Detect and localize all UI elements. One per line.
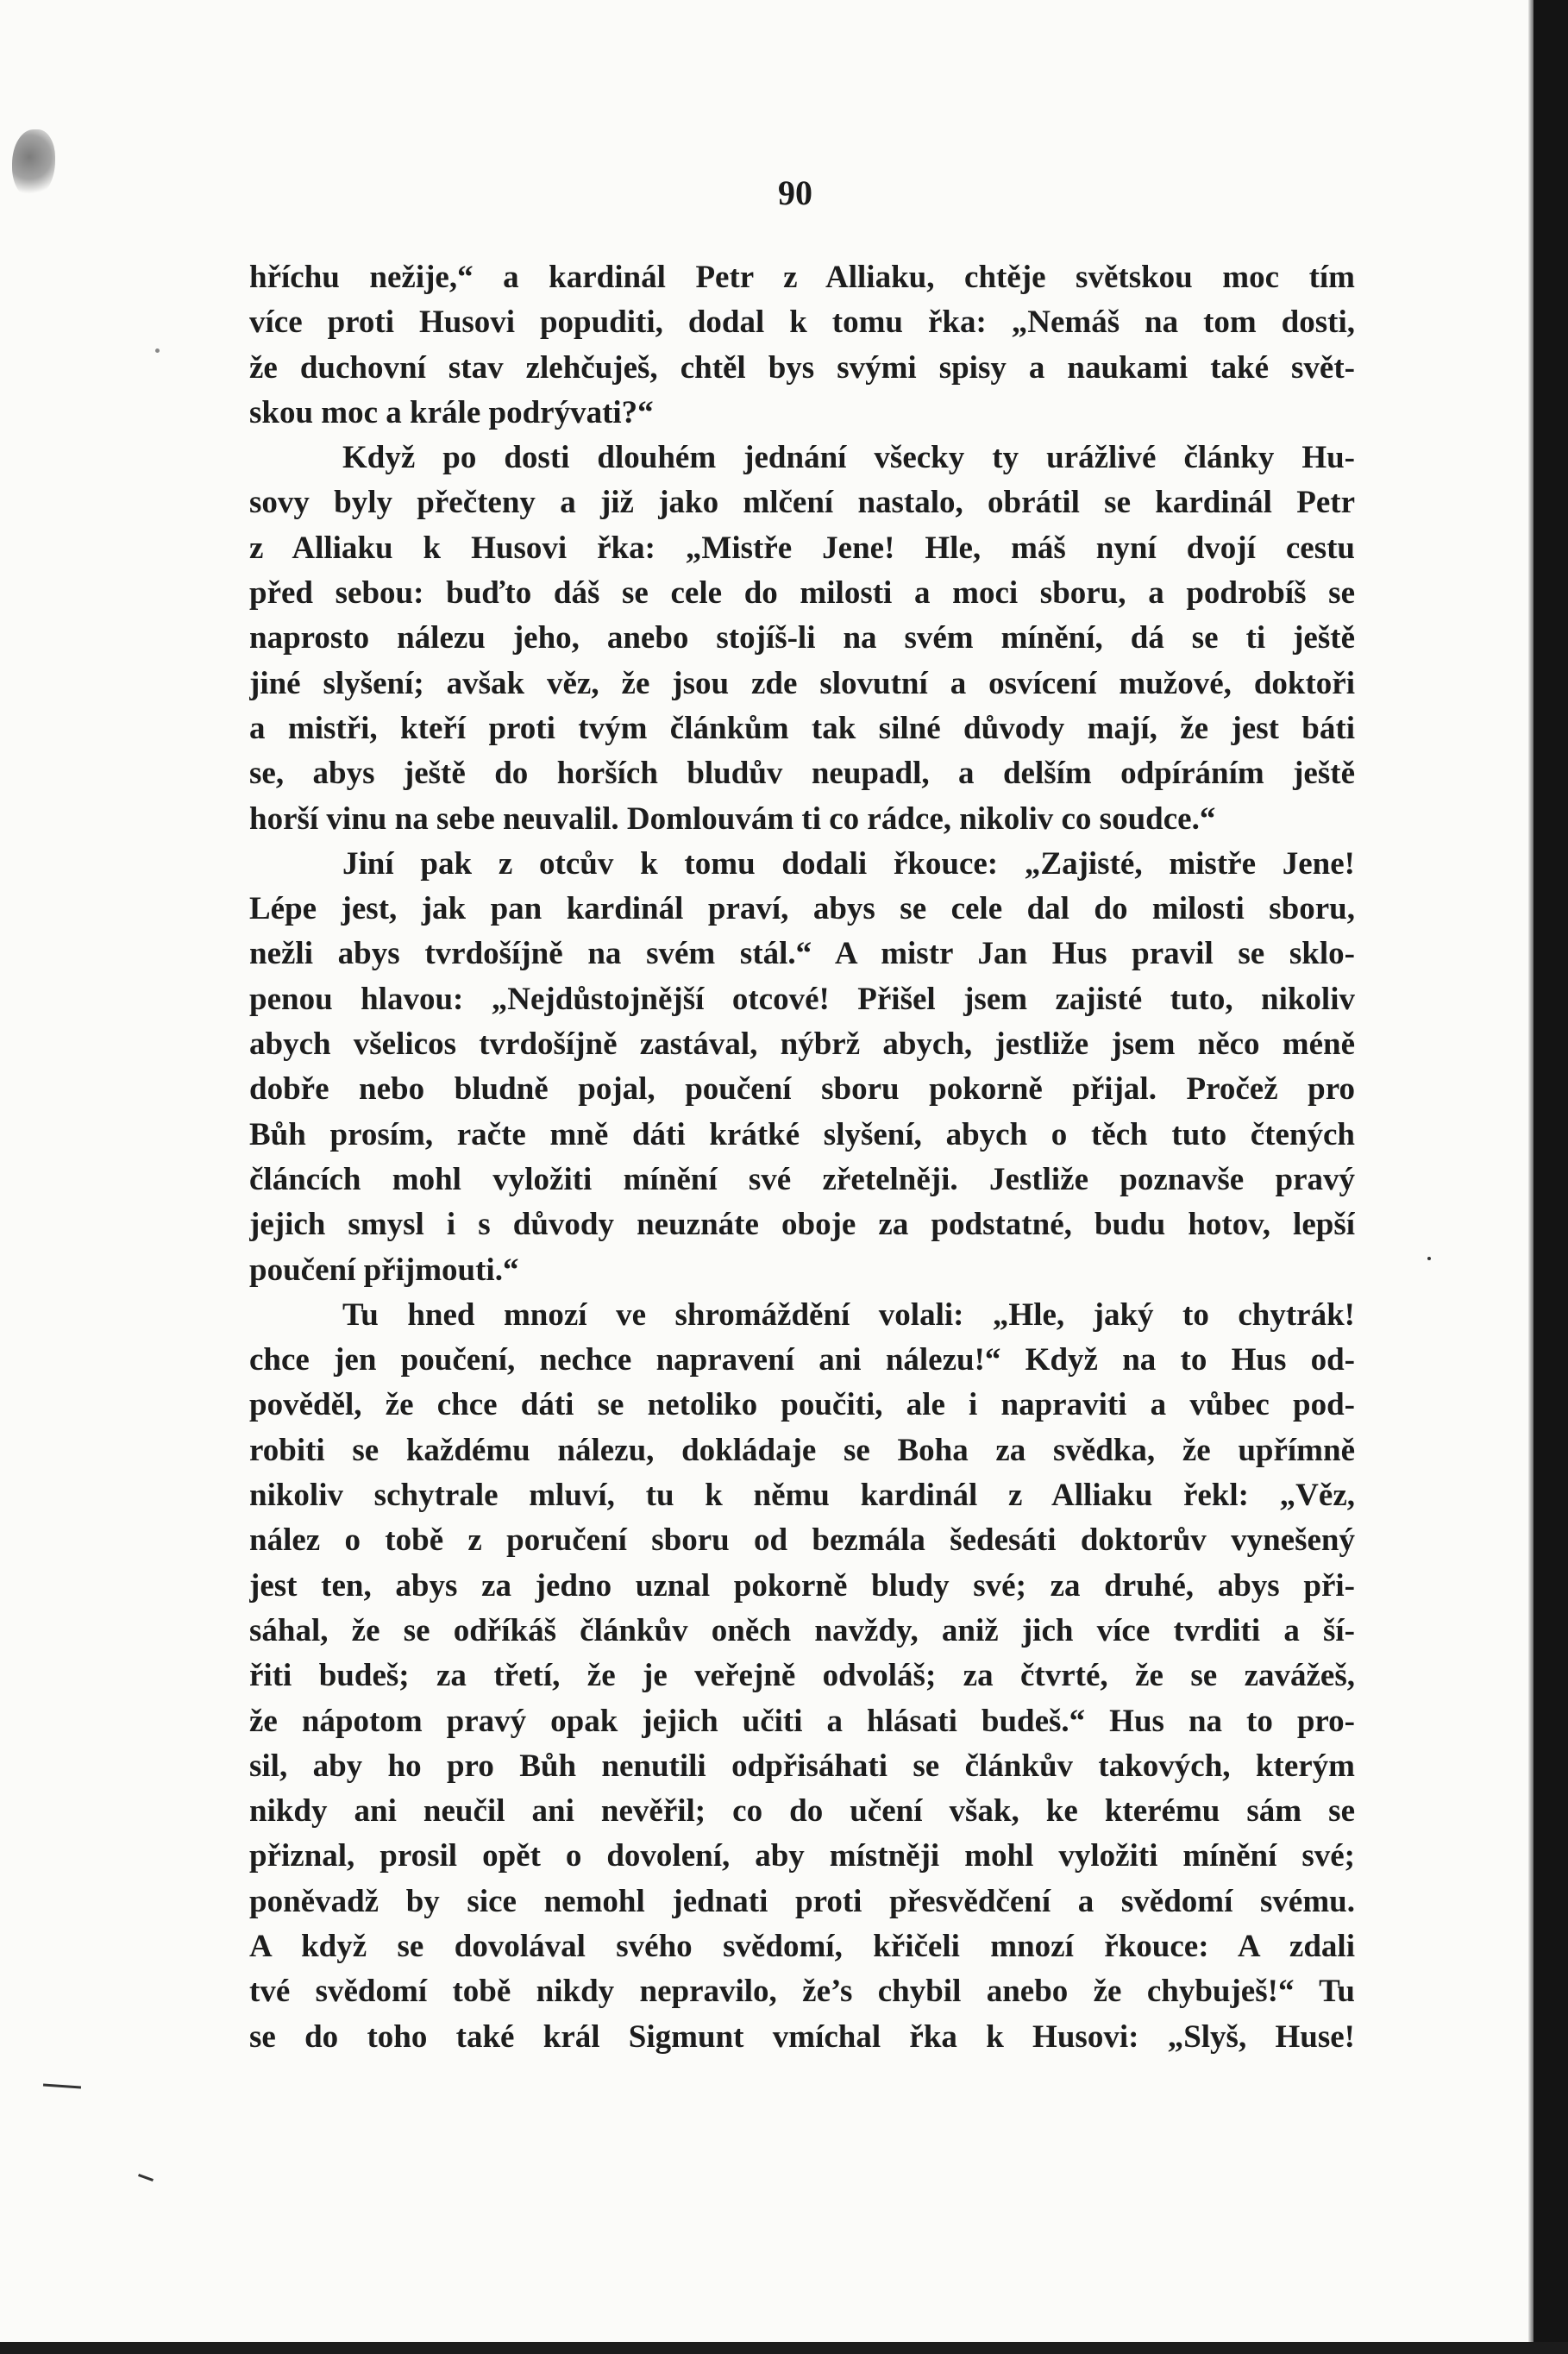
- text-line: dobře nebo bludně pojal, poučení sboru pokorně přijal. Pročež pro: [249, 1071, 1355, 1108]
- text-line: nežli abys tvrdošíjně na svém stál.“ A mistr Jan Hus pravil se sklo-: [249, 936, 1355, 972]
- scan-border-bottom: [0, 2342, 1568, 2354]
- text-line: Když po dosti dlouhém jednání všecky ty urážlivé články Hu-: [342, 440, 1355, 476]
- text-line: Tu hned mnozí ve shromáždění volali: „Hle, jaký to chytrák!: [342, 1296, 1355, 1333]
- text-line: horší vinu na sebe neuvalil. Domlouvám ti co rádce, nikoliv co soudce.“: [249, 800, 1216, 837]
- text-line: že nápotom pravý opak jejich učiti a hlásati budeš.“ Hus na to pro-: [249, 1703, 1355, 1739]
- ink-blot: [12, 129, 55, 198]
- text-line: hříchu nežije,“ a kardinál Petr z Alliaku, chtěje světskou moc tím: [249, 260, 1355, 295]
- text-line: více proti Husovi popuditi, dodal k tomu řka: „Nemáš na tom dosti,: [249, 304, 1355, 341]
- text-line: a mistři, kteří proti tvým článkům tak silné důvody mají, že jest báti: [249, 710, 1355, 746]
- text-line: jiné slyšení; avšak věz, že jsou zde slovutní a osvícení mužové, doktoři: [249, 665, 1355, 701]
- text-line: sovy byly přečteny a již jako mlčení nastalo, obrátil se kardinál Petr: [249, 485, 1355, 521]
- text-line: naprosto nálezu jeho, anebo stojíš-li na svém mínění, dá se ti ještě: [249, 620, 1355, 656]
- scan-mark: [43, 2083, 81, 2088]
- scan-mark: [155, 348, 160, 353]
- text-line: abych všelicos tvrdošíjně zastával, nýbrž abych, jestliže jsem něco méně: [249, 1026, 1355, 1063]
- scan-mark: [1427, 1257, 1431, 1260]
- scan-border-right: [1534, 0, 1568, 2354]
- text-line: jest ten, abys za jedno uznal pokorně bludy své; za druhé, abys při-: [249, 1567, 1355, 1604]
- scan-mark: [138, 2174, 154, 2181]
- text-line: nález o tobě z poručení sboru od bezmála šedesáti doktorův vynešený: [249, 1522, 1355, 1559]
- text-line: chce jen poučení, nechce napravení ani nálezu!“ Když na to Hus od-: [249, 1342, 1355, 1378]
- text-line: robiti se každému nálezu, dokládaje se Boha za svědka, že upřímně: [249, 1432, 1355, 1468]
- text-line: článcích mohl vyložiti mínění své zřetelněji. Jestliže poznavše pravý: [249, 1161, 1355, 1197]
- text-line: nikoliv schytrale mluví, tu k němu kardinál z Alliaku řekl: „Věz,: [249, 1478, 1355, 1514]
- text-line: nikdy ani neučil ani nevěřil; co do učení však, ke kterému sám se: [249, 1793, 1355, 1830]
- text-line: sil, aby ho pro Bůh nenutili odpřisáhati se článkův takových, kterým: [249, 1748, 1355, 1784]
- text-line: že duchovní stav zlehčuješ, chtěl bys svými spisy a naukami také svět-: [249, 349, 1355, 386]
- text-line: poučení přijmouti.“: [249, 1252, 519, 1288]
- text-line: skou moc a krále podrývati?“: [249, 394, 654, 430]
- text-line: poněvadž by sice nemohl jednati proti přesvědčení a svědomí svému.: [249, 1883, 1355, 1919]
- text-line: penou hlavou: „Nejdůstojnější otcové! Přišel jsem zajisté tuto, nikoliv: [249, 981, 1355, 1017]
- text-line: přiznal, prosil opět o dovolení, aby místněji mohl vyložiti mínění své;: [249, 1838, 1355, 1874]
- text-line: Lépe jest, jak pan kardinál praví, abys se cele dal do milosti sboru,: [249, 891, 1355, 927]
- text-line: řiti budeš; za třetí, že je veřejně odvoláš; za čtvrté, že se zavážeš,: [249, 1658, 1355, 1694]
- text-line: pověděl, že chce dáti se netoliko poučiti, ale i napraviti a vůbec pod-: [249, 1387, 1355, 1423]
- page-number: 90: [778, 173, 812, 212]
- text-line: se do toho také král Sigmunt vmíchal řka k Husovi: „Slyš, Huse!: [249, 2018, 1355, 2055]
- text-line: A když se dovolával svého svědomí, křičeli mnozí řkouce: A zdali: [249, 1928, 1355, 1964]
- body-text: [249, 255, 1355, 2060]
- text-line: tvé svědomí tobě nikdy nepravilo, že’s chybil anebo že chybuješ!“ Tu: [249, 1974, 1355, 2010]
- text-line: Jiní pak z otcův k tomu dodali řkouce: „Zajisté, mistře Jene!: [342, 845, 1355, 882]
- text-line: se, abys ještě do horších bludův neupadl, a delším odpíráním ještě: [249, 756, 1355, 792]
- text-line: sáhal, že se odříkáš článkův oněch navždy, aniž jich více tvrditi a ší-: [249, 1612, 1355, 1648]
- text-line: z Alliaku k Husovi řka: „Mistře Jene! Hle, máš nyní dvojí cestu: [249, 530, 1355, 566]
- text-line: Bůh prosím, račte mně dáti krátké slyšení, abych o těch tuto čtených: [249, 1116, 1355, 1152]
- text-line: jejich smysl i s důvody neuznáte oboje za podstatné, budu hotov, lepší: [249, 1207, 1355, 1243]
- text-line: před sebou: buďto dáš se cele do milosti a moci sboru, a podrobíš se: [249, 575, 1355, 612]
